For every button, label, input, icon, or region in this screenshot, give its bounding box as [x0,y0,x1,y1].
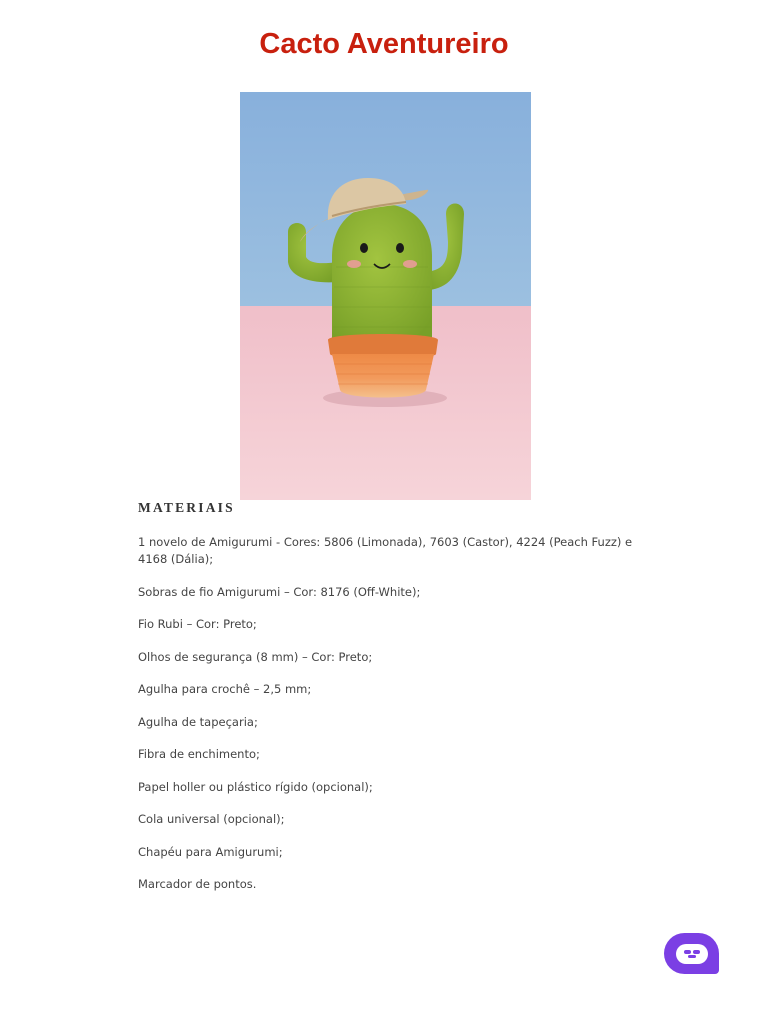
materials-heading: MATERIAIS [138,500,235,515]
list-item: Chapéu para Amigurumi; [138,844,283,859]
list-item: 1 novelo de Amigurumi - Cores: 5806 (Limonada), 7603 (Castor), 4224 (Peach Fuzz) e 4168 (Dália); [138,535,633,566]
product-photo [240,92,531,500]
list-item: Agulha de tapeçaria; [138,714,258,729]
chat-button[interactable] [664,933,719,974]
list-item: Agulha para crochê – 2,5 mm; [138,682,312,696]
page-title: Cacto Aventureiro [259,28,509,60]
cactus-amigurumi-image [240,92,531,500]
list-item: Sobras de fio Amigurumi – Cor: 8176 (Off-White); [138,584,421,599]
list-item: Fio Rubi – Cor: Preto; [138,617,257,631]
list-item: Fibra de enchimento; [138,747,260,761]
list-item: Marcador de pontos. [138,877,257,891]
chat-bubble-icon [675,942,709,966]
list-item: Papel holler ou plástico rígido (opcional); [138,779,373,794]
materials-list [138,534,633,909]
list-item: Olhos de segurança (8 mm) – Cor: Preto; [138,649,373,664]
list-item: Cola universal (opcional); [138,812,285,826]
